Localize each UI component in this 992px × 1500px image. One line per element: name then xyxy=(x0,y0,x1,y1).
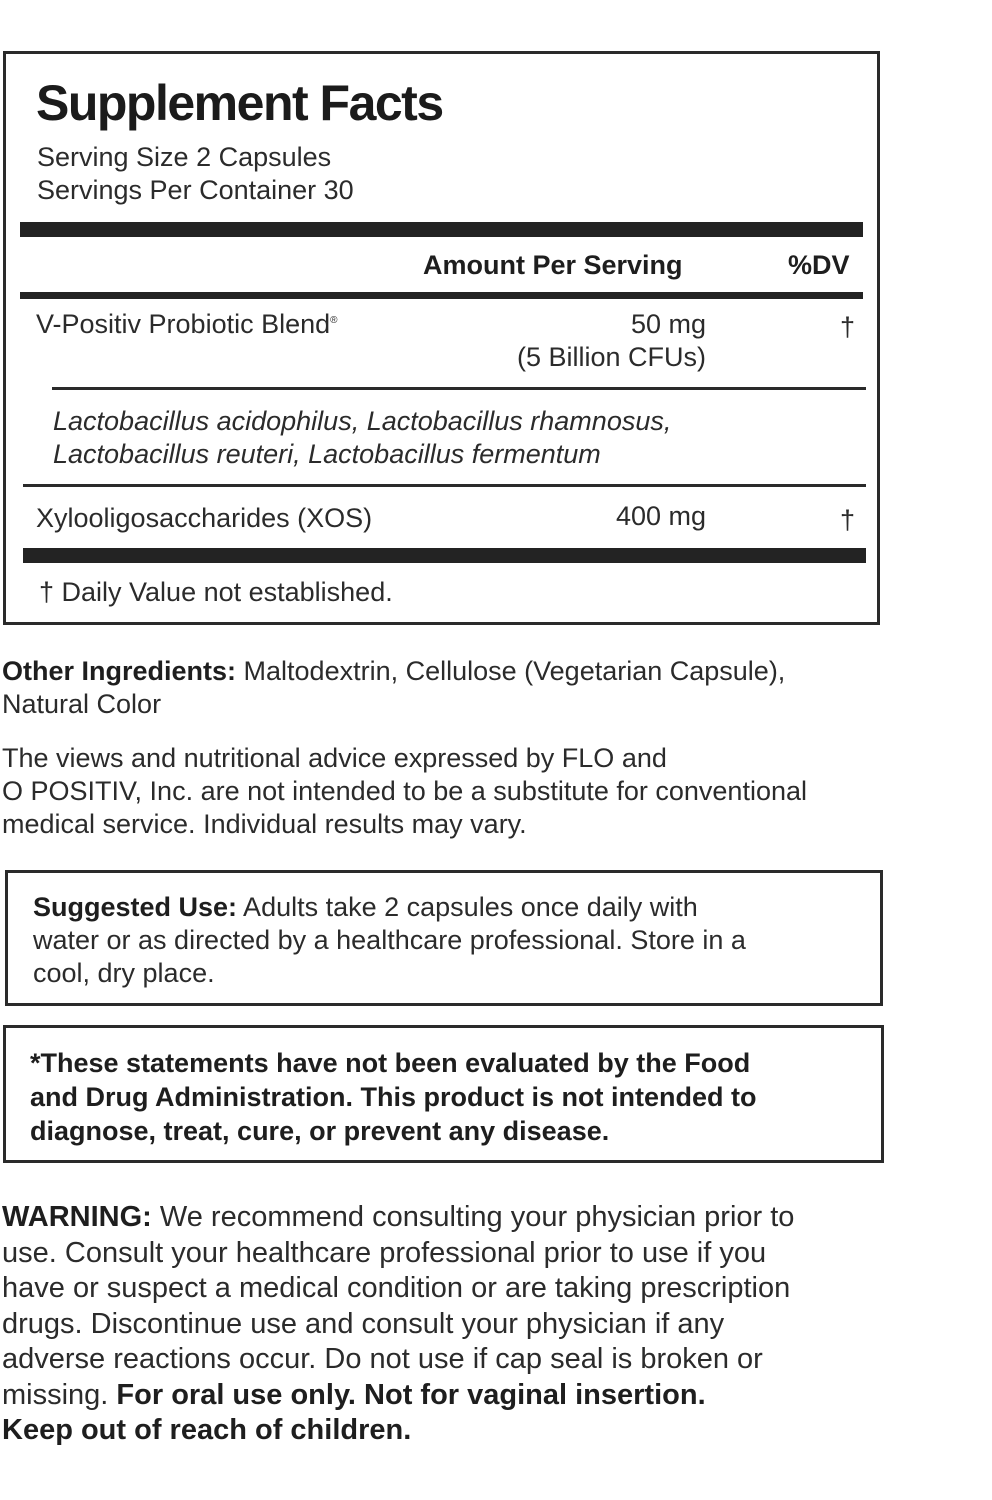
warning-line: use. Consult your healthcare professional prior to use if you xyxy=(2,1236,767,1269)
advice-disclaimer xyxy=(2,742,807,841)
fda-line: *These statements have not been evaluated by the Food xyxy=(30,1048,751,1078)
warning-line: We recommend consulting your physician prior to xyxy=(151,1201,795,1233)
strain-list-line: Lactobacillus reuteri, Lactobacillus fermentum xyxy=(53,439,601,469)
warning-line: drugs. Discontinue use and consult your physician if any xyxy=(2,1307,725,1340)
fda-line: and Drug Administration. This product is not intended to xyxy=(30,1082,757,1112)
servings-per-container: Servings Per Container 30 xyxy=(37,175,354,205)
registered-mark: ® xyxy=(330,315,338,326)
fda-line: diagnose, treat, cure, or prevent any disease. xyxy=(30,1116,610,1146)
warning-oral-use: For oral use only. Not for vaginal insertion. xyxy=(116,1378,706,1411)
divider-thick-bottom xyxy=(23,548,866,563)
warning-paragraph xyxy=(2,1200,794,1449)
other-ingredients-text: Natural Color xyxy=(2,689,162,719)
header-daily-value: %DV xyxy=(788,250,850,280)
suggested-use-line: cool, dry place. xyxy=(33,958,215,988)
suggested-use-box xyxy=(5,870,883,1006)
nutrient-amount-note: (5 Billion CFUs) xyxy=(516,342,706,372)
supplement-facts-panel xyxy=(3,51,880,625)
suggested-use-line: Adults take 2 capsules once daily with xyxy=(237,892,698,922)
divider-header xyxy=(20,292,863,299)
warning-line: have or suspect a medical condition or are taking prescription xyxy=(2,1272,791,1304)
suggested-use-text xyxy=(33,891,746,990)
nutrient-name-text: V-Positiv Probiotic Blend xyxy=(36,309,331,339)
disclaimer-line: medical service. Individual results may vary. xyxy=(2,809,527,839)
other-ingredients xyxy=(2,655,785,721)
disclaimer-line: O POSITIV, Inc. are not intended to be a substitute for conventional xyxy=(2,776,807,806)
other-ingredients-label: Other Ingredients: xyxy=(2,656,237,686)
warning-line: missing. xyxy=(2,1378,117,1411)
strain-list-line: Lactobacillus acidophilus, Lactobacillus rhamnosus, xyxy=(53,406,672,436)
other-ingredients-text: Maltodextrin, Cellulose (Vegetarian Capsule), xyxy=(236,656,786,686)
fda-statement-box xyxy=(3,1025,884,1163)
nutrient-amount: 400 mg xyxy=(615,501,706,531)
nutrient-amount: 50 mg xyxy=(630,309,706,339)
nutrient-name xyxy=(36,309,338,340)
serving-size: Serving Size 2 Capsules xyxy=(37,142,332,172)
suggested-use-label: Suggested Use: xyxy=(33,892,238,922)
divider-thick-top xyxy=(20,222,863,237)
warning-label: WARNING: xyxy=(2,1201,152,1233)
divider-thin xyxy=(52,387,866,390)
fda-statement-text xyxy=(30,1046,756,1148)
footnote: † Daily Value not established. xyxy=(39,577,393,607)
divider-thin xyxy=(23,484,866,487)
facts-title: Supplement Facts xyxy=(36,75,443,131)
nutrient-name: Xylooligosaccharides (XOS) xyxy=(36,503,373,533)
nutrient-dv-mark: † xyxy=(840,505,856,535)
header-amount-per-serving: Amount Per Serving xyxy=(423,250,683,280)
warning-line: adverse reactions occur. Do not use if cap seal is broken or xyxy=(2,1343,763,1375)
nutrient-dv-mark: † xyxy=(840,312,856,342)
warning-children: Keep out of reach of children. xyxy=(2,1414,412,1446)
suggested-use-line: water or as directed by a healthcare professional. Store in a xyxy=(33,925,746,955)
disclaimer-line: The views and nutritional advice expressed by FLO and xyxy=(2,743,667,773)
